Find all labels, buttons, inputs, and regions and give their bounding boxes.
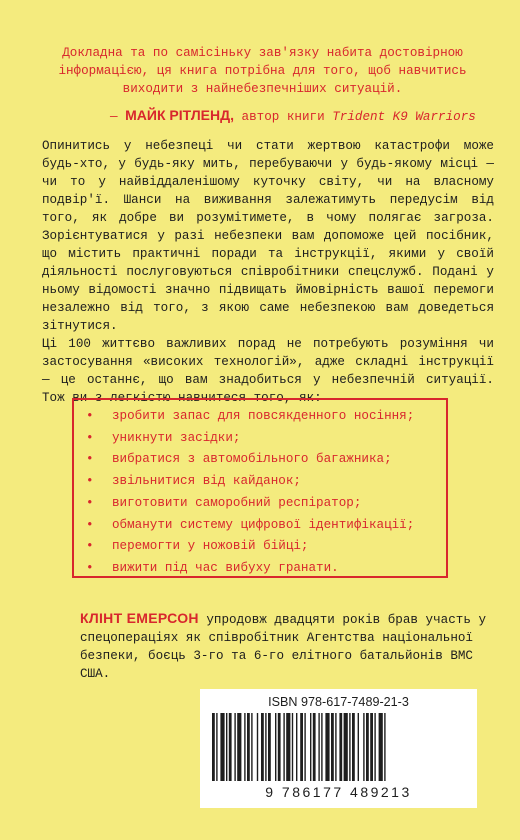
bullet-icon: • [86,409,94,423]
quote-attribution [110,106,500,126]
quote-author: МАЙК РІТЛЕНД, [125,107,234,123]
barcode-block [200,689,477,808]
bullet-icon: • [86,560,94,575]
bullet-icon: • [86,495,94,510]
bullet-icon: • [86,452,94,467]
list-item [86,406,434,428]
quote-book-title: Trident K9 Warriors [332,110,476,124]
isbn-label: ISBN 978-617-7489-21-3 [268,695,409,709]
bullet-icon: • [86,517,94,532]
quote-author-role: автор книги [233,110,333,124]
description-paragraph-2: Ці 100 життєво важливих порад не потребують розуміння чи застосування «високих технологій», адже складні інструкції — це останнє, що вам знадобиться у небезпечній ситуації. Тож ви з легкістю навчитеся того, як: [42,337,494,405]
description-paragraph-1: Опинитись у небезпеці чи стати жертвою катастрофи може будь-хто, у будь-яку мить, перебуваючи у будь-якому місці — чи то у найвіддаленішому куточку світу, чи на власному подвір'ї. Шанси на виживання залежатимуть передусім від того, як добре ви розумітимете, в чому полягає загроза. Зорієнтуватися у разі небезпеки вам допоможе цей посібник, що містить практичні поради та інструкції, якими у своїй діяльності послуговуються співробітники спецслужб. Подані у ньому відомості значно підвищать ймовірність вашої перемоги незалежно від того, з якою саме небезпекою вам доведеться зітнутися. [42,139,494,333]
quote-dash: — [110,110,126,124]
author-bio-text: упродовж двадцяти років брав участь у спецопераціях як співробітник Агентства національної безпеки, боєць 3-го та 6-го елітного батальйонів ВМС США. [80,613,486,681]
bullet-icon: • [86,474,94,489]
list-item-text: обманути систему цифрової ідентифікації; [112,517,415,532]
list-item [86,493,434,515]
list-item [86,428,434,450]
list-item-text: зробити запас для повсякденного носіння; [112,409,415,423]
skills-list [86,406,434,580]
list-item-text: вижити під час вибуху гранати. [112,560,339,575]
list-item [86,449,434,471]
bullet-icon: • [86,539,94,554]
bullet-icon: • [86,430,94,445]
author-name: КЛІНТ ЕМЕРСОН [80,610,199,626]
list-item-text: звільнитися від кайданок; [112,474,301,489]
list-item-text: уникнути засідки; [112,430,241,445]
list-item-text: вибратися з автомобільного багажника; [112,452,392,467]
barcode-icon [208,713,469,785]
barcode-digits: 9 786177 489213 [265,784,412,800]
list-item [86,558,434,580]
list-item-text: виготовити саморобний респіратор; [112,495,362,510]
skills-list-box [72,398,448,578]
list-item [86,536,434,558]
endorsement-quote [40,44,485,98]
list-item [86,471,434,493]
author-bio [80,609,505,683]
description [42,137,494,407]
quote-text: Докладна та по самісіньку зав'язку набита достовірною інформацією, ця книга потрібна для того, щоб навчитись виходити з найнебезпечніших ситуацій. [58,46,467,96]
list-item [86,515,434,537]
list-item-text: перемогти у ножовій бійці; [112,539,309,554]
